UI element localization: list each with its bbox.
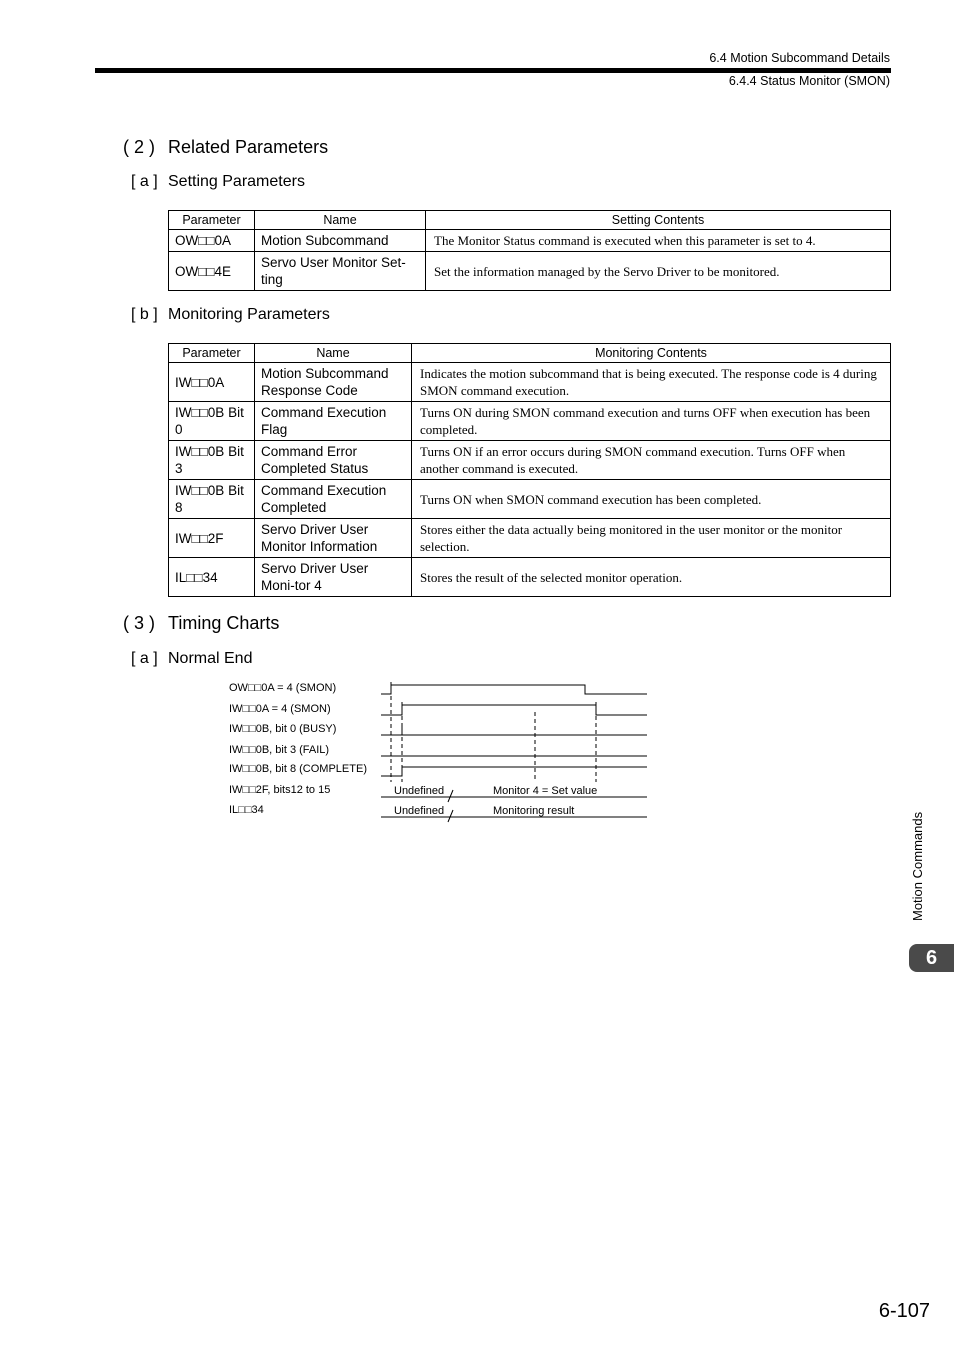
table-row (169, 252, 891, 291)
setting-heading-number: [ a ] (131, 173, 158, 190)
signal-label: IW□□0B, bit 0 (BUSY) (229, 723, 337, 735)
contents-cell: Stores either the data actually being monitored in the user monitor or the monitor selection. (412, 519, 891, 558)
related-heading: Related Parameters (168, 137, 329, 157)
table-header-row (169, 211, 891, 230)
table-row (169, 402, 891, 441)
name-cell: Command Execution Flag (255, 402, 412, 441)
waveform-complete (381, 767, 647, 776)
timing-heading-number: ( 3 ) (123, 613, 156, 633)
table-row (169, 363, 891, 402)
name-cell: Servo User Monitor Set-ting (255, 252, 426, 291)
signal-label: IW□□0B, bit 8 (COMPLETE) (229, 763, 367, 775)
signal-label: IW□□0B, bit 3 (FAIL) (229, 744, 330, 756)
contents-cell: Stores the result of the selected monitor operation. (412, 558, 891, 597)
parameter-cell: OW□□0A (169, 230, 255, 252)
waveform-ow0a (381, 685, 647, 694)
column-header: Name (255, 344, 412, 363)
column-header: Name (255, 211, 426, 230)
set-value-label: Monitor 4 = Set value (493, 785, 598, 797)
parameter-cell: IW□□0B Bit 3 (169, 441, 255, 480)
contents-cell: The Monitor Status command is executed when this parameter is set to 4. (426, 230, 891, 252)
contents-cell: Turns ON during SMON command execution and turns OFF when execution has been completed. (412, 402, 891, 441)
name-cell: Motion Subcommand Response Code (255, 363, 412, 402)
contents-cell: Set the information managed by the Servo Driver to be monitored. (426, 252, 891, 291)
monitoring-result-label: Monitoring result (493, 805, 575, 817)
page-number: 6-107 (878, 1300, 930, 1322)
parameter-cell: IL□□34 (169, 558, 255, 597)
signal-label: OW□□0A = 4 (SMON) (229, 682, 337, 694)
signal-label: IW□□2F, bits12 to 15 (229, 784, 331, 796)
header-rule (95, 68, 891, 73)
name-cell: Motion Subcommand (255, 230, 426, 252)
setting-heading: Setting Parameters (168, 173, 305, 190)
undefined-label: Undefined (394, 805, 445, 817)
parameter-cell: IW□□2F (169, 519, 255, 558)
contents-cell: Turns ON when SMON command execution has been completed. (412, 480, 891, 519)
name-cell: Servo Driver User Monitor Information (255, 519, 412, 558)
monitor-heading-number: [ b ] (131, 306, 158, 323)
signal-label: IW□□0A = 4 (SMON) (229, 703, 331, 715)
waveform-34-break (448, 810, 453, 822)
column-header: Setting Contents (426, 211, 891, 230)
waveform-iw0a (381, 705, 647, 715)
column-header: Parameter (169, 211, 255, 230)
contents-cell: Turns ON if an error occurs during SMON command execution. Turns OFF when another command is executed. (412, 441, 891, 480)
normal-end-heading-number: [ a ] (131, 650, 158, 667)
column-header: Monitoring Contents (412, 344, 891, 363)
parameter-cell: IW□□0B Bit 0 (169, 402, 255, 441)
column-header: Parameter (169, 344, 255, 363)
table-row (169, 230, 891, 252)
parameter-cell: IW□□0A (169, 363, 255, 402)
table-row (169, 441, 891, 480)
related-heading-number: ( 2 ) (123, 137, 156, 157)
table-row (169, 519, 891, 558)
header-subsection: 6.4.4 Status Monitor (SMON) (728, 74, 890, 88)
parameter-cell: OW□□4E (169, 252, 255, 291)
chapter-tab: 6 (909, 944, 954, 972)
chapter-title: Motion Commands (910, 811, 925, 921)
timing-heading: Timing Charts (168, 613, 280, 633)
normal-end-heading: Normal End (168, 650, 253, 667)
waveform-busy (381, 726, 647, 735)
monitoring-parameters-table (168, 343, 891, 597)
name-cell: Servo Driver User Moni-tor 4 (255, 558, 412, 597)
waveform-2f-break (448, 790, 453, 802)
header-section: 6.4 Motion Subcommand Details (709, 51, 890, 65)
name-cell: Command Execution Completed (255, 480, 412, 519)
signal-label: IL□□34 (229, 804, 264, 816)
contents-cell: Indicates the motion subcommand that is being executed. The response code is 4 during SMON command execution. (412, 363, 891, 402)
undefined-label: Undefined (394, 785, 445, 797)
table-row (169, 558, 891, 597)
name-cell: Command Error Completed Status (255, 441, 412, 480)
table-row (169, 480, 891, 519)
table-header-row (169, 344, 891, 363)
parameter-cell: IW□□0B Bit 8 (169, 480, 255, 519)
monitor-heading: Monitoring Parameters (168, 306, 330, 323)
setting-parameters-table (168, 210, 891, 291)
